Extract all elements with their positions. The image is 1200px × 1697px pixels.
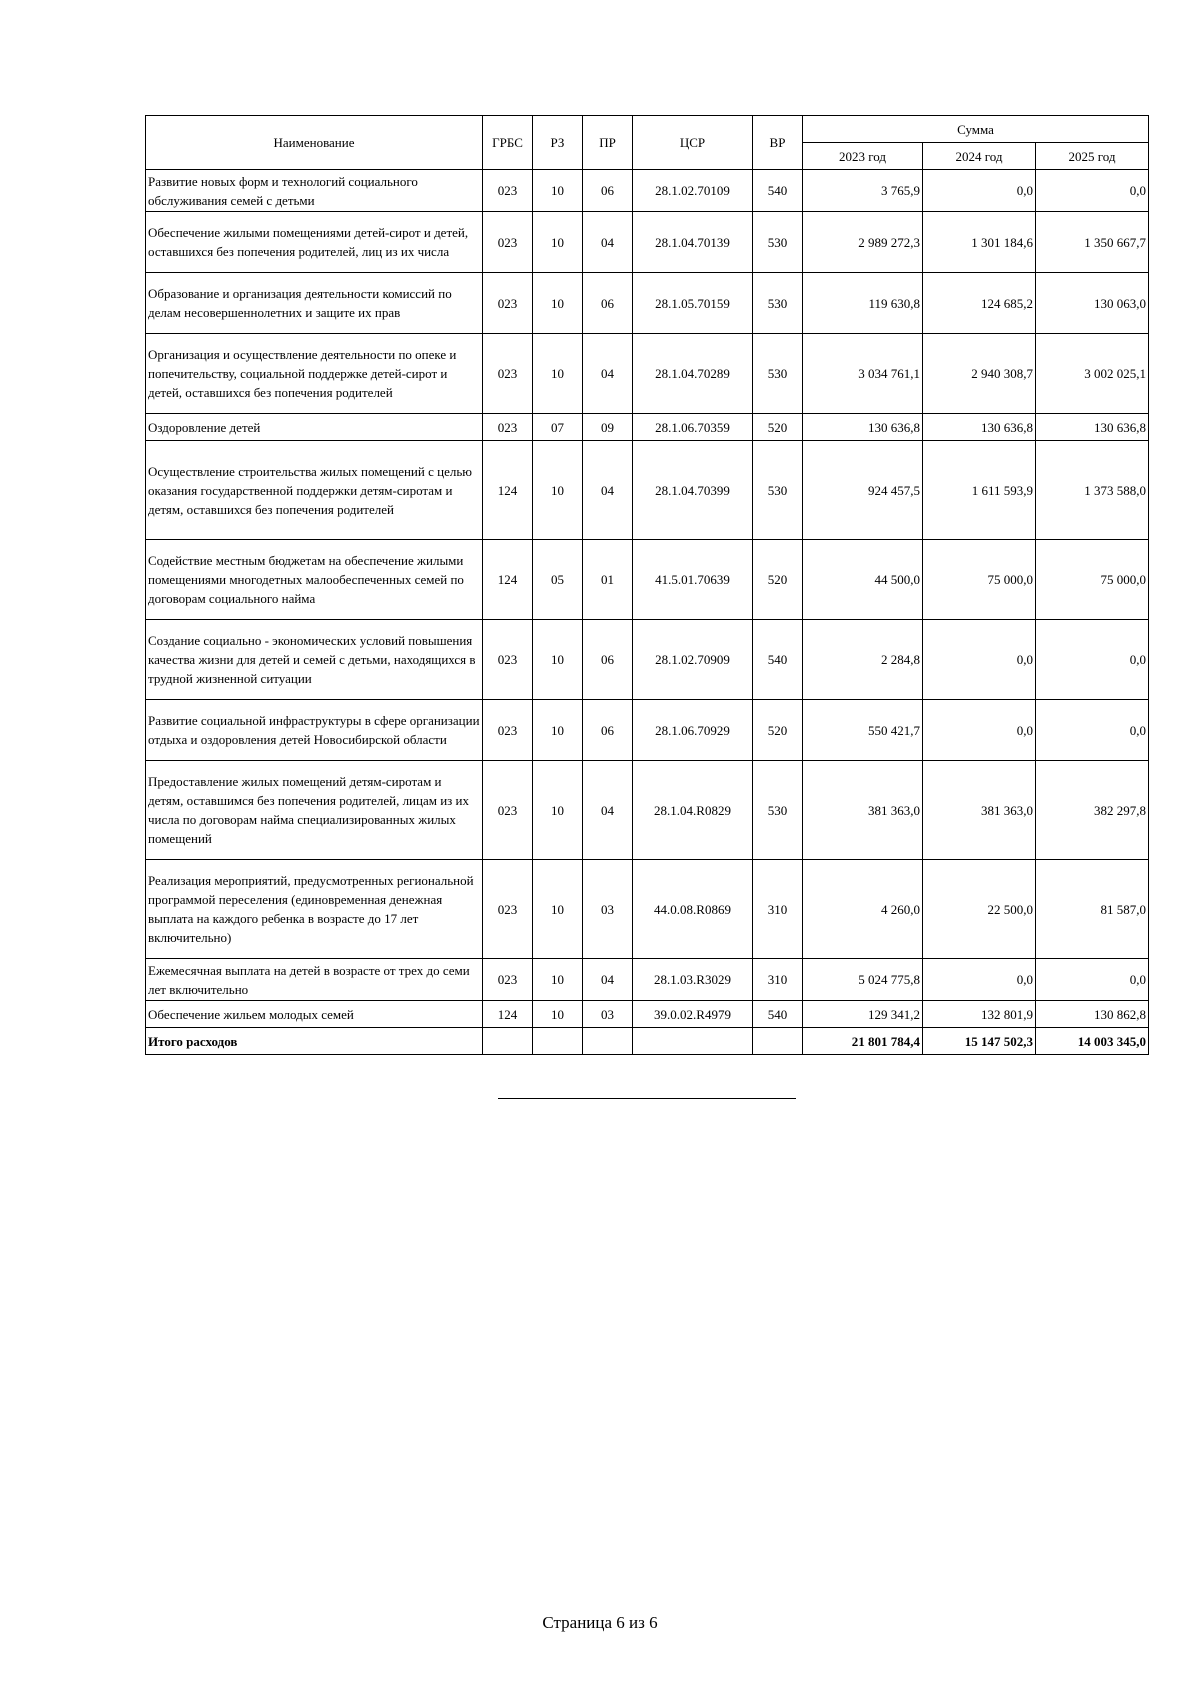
header-sum: Сумма bbox=[803, 116, 1149, 143]
total-cell-rz bbox=[533, 1028, 583, 1055]
cell-name: Оздоровление детей bbox=[146, 414, 483, 441]
total-cell-y2025: 14 003 345,0 bbox=[1036, 1028, 1149, 1055]
cell-rz: 10 bbox=[533, 273, 583, 334]
cell-y2025: 130 862,8 bbox=[1036, 1001, 1149, 1028]
cell-grbs: 023 bbox=[483, 959, 533, 1001]
cell-y2024: 0,0 bbox=[923, 959, 1036, 1001]
cell-rz: 10 bbox=[533, 441, 583, 540]
cell-y2025: 3 002 025,1 bbox=[1036, 334, 1149, 414]
cell-y2023: 119 630,8 bbox=[803, 273, 923, 334]
cell-y2025: 382 297,8 bbox=[1036, 761, 1149, 860]
total-cell-y2024: 15 147 502,3 bbox=[923, 1028, 1036, 1055]
end-rule bbox=[498, 1098, 796, 1099]
cell-rz: 10 bbox=[533, 334, 583, 414]
cell-vr: 530 bbox=[753, 334, 803, 414]
cell-pr: 09 bbox=[583, 414, 633, 441]
table-row bbox=[146, 170, 1149, 212]
cell-y2023: 4 260,0 bbox=[803, 860, 923, 959]
cell-rz: 10 bbox=[533, 1001, 583, 1028]
cell-vr: 540 bbox=[753, 1001, 803, 1028]
table-row bbox=[146, 414, 1149, 441]
table-row bbox=[146, 540, 1149, 620]
cell-y2025: 0,0 bbox=[1036, 170, 1149, 212]
cell-y2025: 75 000,0 bbox=[1036, 540, 1149, 620]
cell-pr: 04 bbox=[583, 212, 633, 273]
cell-csr: 28.1.04.70399 bbox=[633, 441, 753, 540]
cell-grbs: 023 bbox=[483, 414, 533, 441]
cell-rz: 10 bbox=[533, 212, 583, 273]
cell-vr: 530 bbox=[753, 212, 803, 273]
cell-csr: 28.1.02.70909 bbox=[633, 620, 753, 700]
cell-name: Образование и организация деятельности комиссий по делам несовершеннолетних и защите их прав bbox=[146, 273, 483, 334]
table-row bbox=[146, 1001, 1149, 1028]
table-row bbox=[146, 959, 1149, 1001]
table-row bbox=[146, 761, 1149, 860]
header-csr: ЦСР bbox=[633, 116, 753, 170]
cell-name: Ежемесячная выплата на детей в возрасте от трех до семи лет включительно bbox=[146, 959, 483, 1001]
header-vr: ВР bbox=[753, 116, 803, 170]
cell-pr: 06 bbox=[583, 700, 633, 761]
total-cell-vr bbox=[753, 1028, 803, 1055]
header-grbs: ГРБС bbox=[483, 116, 533, 170]
table-row bbox=[146, 620, 1149, 700]
cell-csr: 28.1.06.70929 bbox=[633, 700, 753, 761]
cell-rz: 10 bbox=[533, 620, 583, 700]
header-2025: 2025 год bbox=[1036, 143, 1149, 170]
cell-y2025: 130 063,0 bbox=[1036, 273, 1149, 334]
cell-y2024: 132 801,9 bbox=[923, 1001, 1036, 1028]
table-row bbox=[146, 273, 1149, 334]
cell-y2025: 0,0 bbox=[1036, 959, 1149, 1001]
total-cell-y2023: 21 801 784,4 bbox=[803, 1028, 923, 1055]
table-row bbox=[146, 860, 1149, 959]
cell-rz: 10 bbox=[533, 761, 583, 860]
cell-y2024: 2 940 308,7 bbox=[923, 334, 1036, 414]
total-cell-name: Итого расходов bbox=[146, 1028, 483, 1055]
cell-y2024: 75 000,0 bbox=[923, 540, 1036, 620]
header-2024: 2024 год bbox=[923, 143, 1036, 170]
cell-csr: 44.0.08.R0869 bbox=[633, 860, 753, 959]
cell-pr: 06 bbox=[583, 273, 633, 334]
cell-pr: 04 bbox=[583, 959, 633, 1001]
cell-vr: 520 bbox=[753, 540, 803, 620]
cell-name: Реализация мероприятий, предусмотренных региональной программой переселения (единовременная денежная выплата на каждого ребенка в возрасте до 17 лет включительно) bbox=[146, 860, 483, 959]
cell-csr: 28.1.02.70109 bbox=[633, 170, 753, 212]
cell-y2024: 130 636,8 bbox=[923, 414, 1036, 441]
cell-y2023: 2 989 272,3 bbox=[803, 212, 923, 273]
cell-csr: 28.1.04.70289 bbox=[633, 334, 753, 414]
cell-vr: 530 bbox=[753, 441, 803, 540]
header-name: Наименование bbox=[146, 116, 483, 170]
cell-pr: 06 bbox=[583, 170, 633, 212]
cell-y2023: 924 457,5 bbox=[803, 441, 923, 540]
table-row bbox=[146, 212, 1149, 273]
cell-vr: 540 bbox=[753, 170, 803, 212]
cell-rz: 10 bbox=[533, 700, 583, 761]
cell-grbs: 124 bbox=[483, 441, 533, 540]
cell-grbs: 124 bbox=[483, 540, 533, 620]
cell-name: Развитие социальной инфраструктуры в сфере организации отдыха и оздоровления детей Новосибирской области bbox=[146, 700, 483, 761]
cell-pr: 03 bbox=[583, 860, 633, 959]
cell-grbs: 023 bbox=[483, 620, 533, 700]
cell-y2023: 381 363,0 bbox=[803, 761, 923, 860]
cell-y2025: 1 350 667,7 bbox=[1036, 212, 1149, 273]
cell-rz: 10 bbox=[533, 860, 583, 959]
cell-grbs: 023 bbox=[483, 212, 533, 273]
cell-grbs: 023 bbox=[483, 273, 533, 334]
header-pr: ПР bbox=[583, 116, 633, 170]
header-2023: 2023 год bbox=[803, 143, 923, 170]
total-cell-grbs bbox=[483, 1028, 533, 1055]
cell-y2024: 1 611 593,9 bbox=[923, 441, 1036, 540]
cell-grbs: 023 bbox=[483, 700, 533, 761]
cell-name: Организация и осуществление деятельности по опеке и попечительству, социальной поддержке детей-сирот и детей, оставшихся без попечения родителей bbox=[146, 334, 483, 414]
cell-vr: 520 bbox=[753, 414, 803, 441]
cell-y2023: 550 421,7 bbox=[803, 700, 923, 761]
cell-name: Содействие местным бюджетам на обеспечение жилыми помещениями многодетных малообеспеченных семей по договорам социального найма bbox=[146, 540, 483, 620]
cell-grbs: 023 bbox=[483, 860, 533, 959]
cell-y2024: 1 301 184,6 bbox=[923, 212, 1036, 273]
table-row bbox=[146, 441, 1149, 540]
cell-name: Развитие новых форм и технологий социального обслуживания семей с детьми bbox=[146, 170, 483, 212]
cell-name: Осуществление строительства жилых помещений с целью оказания государственной поддержки детям-сиротам и детям, оставшихся без попечения родителей bbox=[146, 441, 483, 540]
table-row bbox=[146, 700, 1149, 761]
cell-pr: 01 bbox=[583, 540, 633, 620]
cell-y2024: 381 363,0 bbox=[923, 761, 1036, 860]
cell-y2023: 3 034 761,1 bbox=[803, 334, 923, 414]
cell-y2024: 0,0 bbox=[923, 700, 1036, 761]
cell-name: Обеспечение жилыми помещениями детей-сирот и детей, оставшихся без попечения родителей, лиц из их числа bbox=[146, 212, 483, 273]
cell-grbs: 124 bbox=[483, 1001, 533, 1028]
cell-grbs: 023 bbox=[483, 334, 533, 414]
cell-rz: 10 bbox=[533, 959, 583, 1001]
cell-grbs: 023 bbox=[483, 170, 533, 212]
cell-pr: 04 bbox=[583, 761, 633, 860]
cell-csr: 28.1.04.70139 bbox=[633, 212, 753, 273]
cell-csr: 39.0.02.R4979 bbox=[633, 1001, 753, 1028]
cell-y2024: 124 685,2 bbox=[923, 273, 1036, 334]
table-header bbox=[146, 116, 1149, 170]
cell-csr: 28.1.04.R0829 bbox=[633, 761, 753, 860]
cell-name: Предоставление жилых помещений детям-сиротам и детям, оставшимся без попечения родителей, лицам из их числа по договорам найма специализированных жилых помещений bbox=[146, 761, 483, 860]
cell-vr: 520 bbox=[753, 700, 803, 761]
cell-y2025: 0,0 bbox=[1036, 700, 1149, 761]
cell-name: Создание социально - экономических условий повышения качества жизни для детей и семей с детьми, находящихся в трудной жизненной ситуации bbox=[146, 620, 483, 700]
cell-rz: 10 bbox=[533, 170, 583, 212]
cell-vr: 530 bbox=[753, 273, 803, 334]
cell-pr: 03 bbox=[583, 1001, 633, 1028]
cell-vr: 540 bbox=[753, 620, 803, 700]
total-cell-csr bbox=[633, 1028, 753, 1055]
cell-y2023: 44 500,0 bbox=[803, 540, 923, 620]
cell-csr: 28.1.05.70159 bbox=[633, 273, 753, 334]
total-cell-pr bbox=[583, 1028, 633, 1055]
table-body bbox=[146, 170, 1149, 1055]
cell-y2024: 0,0 bbox=[923, 170, 1036, 212]
cell-csr: 28.1.06.70359 bbox=[633, 414, 753, 441]
cell-y2024: 22 500,0 bbox=[923, 860, 1036, 959]
page-number: Страница 6 из 6 bbox=[542, 1613, 658, 1632]
cell-csr: 41.5.01.70639 bbox=[633, 540, 753, 620]
cell-y2025: 0,0 bbox=[1036, 620, 1149, 700]
budget-table bbox=[145, 115, 1149, 1055]
cell-pr: 04 bbox=[583, 334, 633, 414]
cell-rz: 05 bbox=[533, 540, 583, 620]
cell-vr: 310 bbox=[753, 959, 803, 1001]
cell-y2025: 81 587,0 bbox=[1036, 860, 1149, 959]
cell-y2025: 130 636,8 bbox=[1036, 414, 1149, 441]
cell-y2023: 130 636,8 bbox=[803, 414, 923, 441]
cell-y2023: 3 765,9 bbox=[803, 170, 923, 212]
header-rz: РЗ bbox=[533, 116, 583, 170]
cell-y2023: 2 284,8 bbox=[803, 620, 923, 700]
cell-pr: 06 bbox=[583, 620, 633, 700]
cell-rz: 07 bbox=[533, 414, 583, 441]
table-row bbox=[146, 334, 1149, 414]
total-row bbox=[146, 1028, 1149, 1055]
cell-name: Обеспечение жильем молодых семей bbox=[146, 1001, 483, 1028]
cell-vr: 310 bbox=[753, 860, 803, 959]
cell-y2023: 5 024 775,8 bbox=[803, 959, 923, 1001]
cell-csr: 28.1.03.R3029 bbox=[633, 959, 753, 1001]
cell-y2025: 1 373 588,0 bbox=[1036, 441, 1149, 540]
cell-pr: 04 bbox=[583, 441, 633, 540]
cell-y2024: 0,0 bbox=[923, 620, 1036, 700]
cell-y2023: 129 341,2 bbox=[803, 1001, 923, 1028]
cell-grbs: 023 bbox=[483, 761, 533, 860]
cell-vr: 530 bbox=[753, 761, 803, 860]
